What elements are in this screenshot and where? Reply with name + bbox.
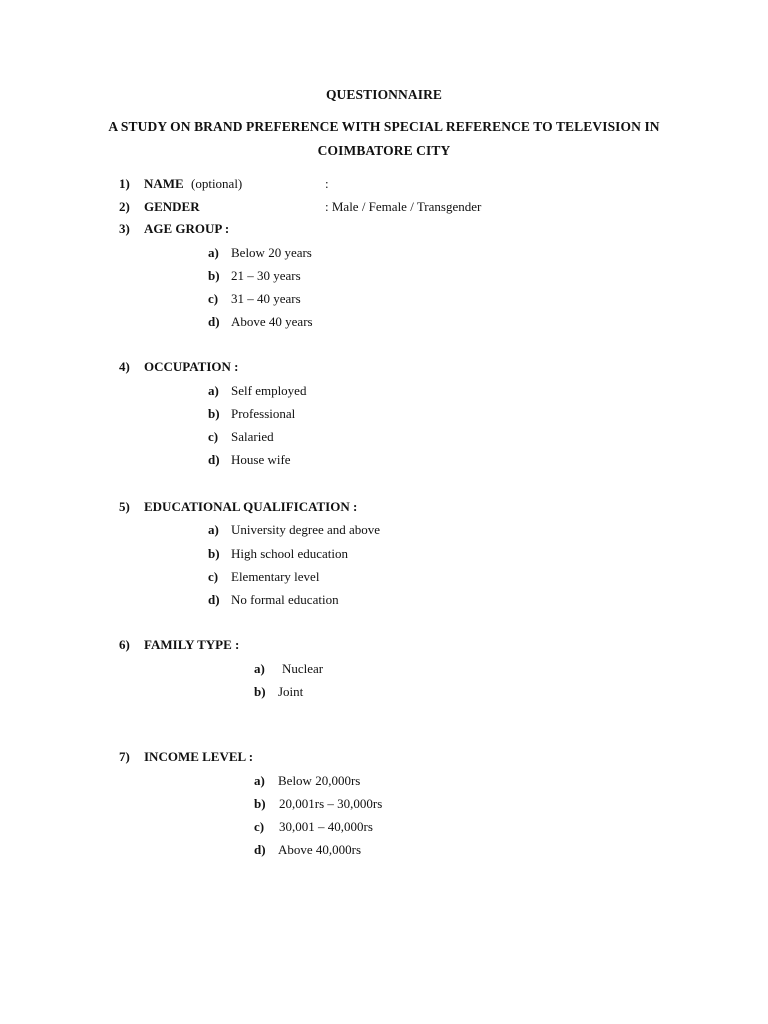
option-text: 20,001rs – 30,000rs bbox=[279, 796, 383, 811]
option-text: Nuclear bbox=[282, 661, 324, 676]
option-text: No formal education bbox=[231, 592, 339, 607]
question-label: AGE GROUP : bbox=[144, 221, 230, 236]
question-number: 4) bbox=[119, 359, 130, 374]
option-letter: d) bbox=[208, 452, 220, 467]
option-text: 21 – 30 years bbox=[231, 268, 301, 283]
option-text: Salaried bbox=[231, 429, 274, 444]
option-letter: c) bbox=[208, 429, 219, 444]
question-number: 3) bbox=[119, 221, 130, 236]
option-letter: b) bbox=[254, 796, 266, 811]
option-text: Professional bbox=[231, 406, 296, 421]
option-text: Above 40,000rs bbox=[278, 842, 362, 857]
question-label: INCOME LEVEL : bbox=[144, 749, 254, 764]
option-text: Above 40 years bbox=[231, 314, 313, 329]
option-text: 30,001 – 40,000rs bbox=[279, 819, 373, 834]
document-title-line-2: COIMBATORE CITY bbox=[317, 143, 451, 158]
question-label-suffix: (optional) bbox=[191, 176, 243, 191]
option-text: 31 – 40 years bbox=[231, 291, 301, 306]
option-letter: a) bbox=[208, 522, 219, 537]
option-letter: a) bbox=[254, 661, 265, 676]
option-letter: a) bbox=[254, 773, 265, 788]
document-heading: QUESTIONNAIRE bbox=[325, 87, 443, 102]
option-text: Below 20 years bbox=[231, 245, 312, 260]
option-letter: a) bbox=[208, 383, 219, 398]
option-letter: d) bbox=[208, 314, 220, 329]
question-label: NAME bbox=[144, 176, 184, 191]
question-number: 1) bbox=[119, 176, 130, 191]
question-number: 2) bbox=[119, 199, 130, 214]
option-text: Elementary level bbox=[231, 569, 320, 584]
option-letter: d) bbox=[254, 842, 266, 857]
option-text: House wife bbox=[231, 452, 291, 467]
option-letter: c) bbox=[208, 569, 219, 584]
gender-answer: : Male / Female / Transgender bbox=[325, 199, 482, 214]
option-letter: c) bbox=[254, 819, 265, 834]
document-title-line-1: A STUDY ON BRAND PREFERENCE WITH SPECIAL REFERENCE TO TELEVISION IN bbox=[108, 119, 660, 134]
option-text: Below 20,000rs bbox=[278, 773, 361, 788]
option-letter: b) bbox=[208, 406, 220, 421]
option-letter: b) bbox=[208, 268, 220, 283]
option-text: University degree and above bbox=[231, 522, 381, 537]
option-text: Self employed bbox=[231, 383, 307, 398]
question-label: OCCUPATION : bbox=[144, 359, 239, 374]
question-number: 5) bbox=[119, 499, 130, 514]
question-label: EDUCATIONAL QUALIFICATION : bbox=[144, 499, 358, 514]
question-number: 6) bbox=[119, 637, 130, 652]
question-number: 7) bbox=[119, 749, 130, 764]
option-letter: d) bbox=[208, 592, 220, 607]
option-text: High school education bbox=[231, 546, 348, 561]
option-letter: b) bbox=[254, 684, 266, 699]
question-label: GENDER bbox=[144, 199, 200, 214]
option-letter: c) bbox=[208, 291, 219, 306]
option-text: Joint bbox=[278, 684, 304, 699]
answer-colon: : bbox=[325, 176, 329, 191]
option-letter: a) bbox=[208, 245, 219, 260]
option-letter: b) bbox=[208, 546, 220, 561]
question-label: FAMILY TYPE : bbox=[144, 637, 240, 652]
